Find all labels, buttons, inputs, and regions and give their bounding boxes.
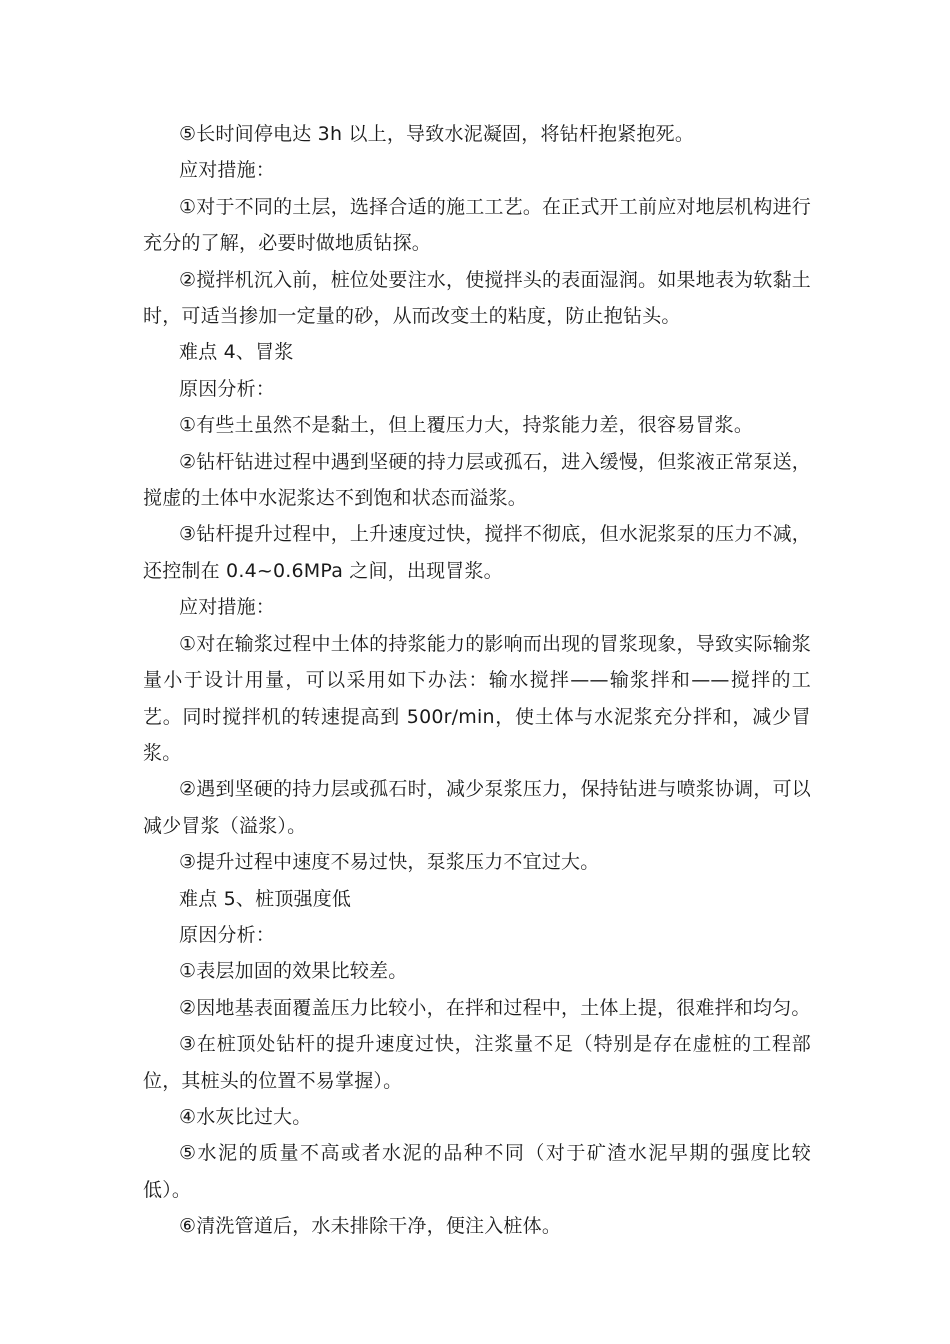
cause-analysis-heading: 原因分析： [179,923,276,946]
paragraph-cause-3: ③在桩顶处钻杆的提升速度过快，注浆量不足（特别是存在虚桩的工程部位，其桩头的位置不易掌握）。 [143,1033,811,1092]
paragraph-cause-1: ①有些土虽然不是黏土，但上覆压力大，持浆能力差，很容易冒浆。 [179,414,754,437]
paragraph-measure-2: ②遇到坚硬的持力层或孤石时，减少泵浆压力，保持钻进与喷浆协调，可以减少冒浆（溢浆）。 [143,778,811,837]
paragraph-cause-1: ①表层加固的效果比较差。 [179,960,408,983]
paragraph-cause-5: ⑤水泥的质量不高或者水泥的品种不同（对于矿渣水泥早期的强度比较低）。 [143,1142,811,1201]
document-body [143,116,811,1245]
paragraph-cause-2: ②钻杆钻进过程中遇到坚硬的持力层或孤石，进入缓慢，但浆液正常泵送，搅虚的土体中水泥浆达不到饱和状态而溢浆。 [143,450,811,510]
cause-analysis-heading: 原因分析： [179,377,276,400]
paragraph-item-5-cause: ⑤长时间停电达 3h 以上，导致水泥凝固，将钻杆抱紧抱死。 [179,123,695,145]
section-heading-difficulty-5: 难点 5、桩顶强度低 [179,887,352,910]
paragraph-measure-1: ①对于不同的土层，选择合适的施工工艺。在正式开工前应对地层机构进行充分的了解，必要时做地质钻探。 [143,195,811,255]
countermeasures-heading: 应对措施： [179,159,276,182]
paragraph-measure-1: ①对在输浆过程中土体的持浆能力的影响而出现的冒浆现象，导致实际输浆量小于设计用量，可以采用如下办法：输水搅拌——输浆拌和——搅拌的工艺。同时搅拌机的转速提高到 500r/min，使土体与水泥浆充分拌和，减少冒浆。 [143,632,811,764]
paragraph-cause-6: ⑥清洗管道后，水未排除干净，便注入桩体。 [179,1215,562,1238]
paragraph-measure-3: ③提升过程中速度不易过快，泵浆压力不宜过大。 [179,851,600,874]
paragraph-cause-4: ④水灰比过大。 [179,1105,312,1128]
paragraph-cause-3: ③钻杆提升过程中，上升速度过快，搅拌不彻底，但水泥浆泵的压力不减，还控制在 0.4~0.6MPa 之间，出现冒浆。 [143,523,811,582]
paragraph-measure-2: ②搅拌机沉入前，桩位处要注水，使搅拌头的表面湿润。如果地表为软黏土时，可适当掺加一定量的砂，从而改变土的粘度，防止抱钻头。 [143,268,811,328]
countermeasures-heading: 应对措施： [179,596,276,619]
paragraph-cause-2: ②因地基表面覆盖压力比较小，在拌和过程中，土体上提，很难拌和均匀。 [179,996,811,1019]
section-heading-difficulty-4: 难点 4、冒浆 [179,341,294,364]
